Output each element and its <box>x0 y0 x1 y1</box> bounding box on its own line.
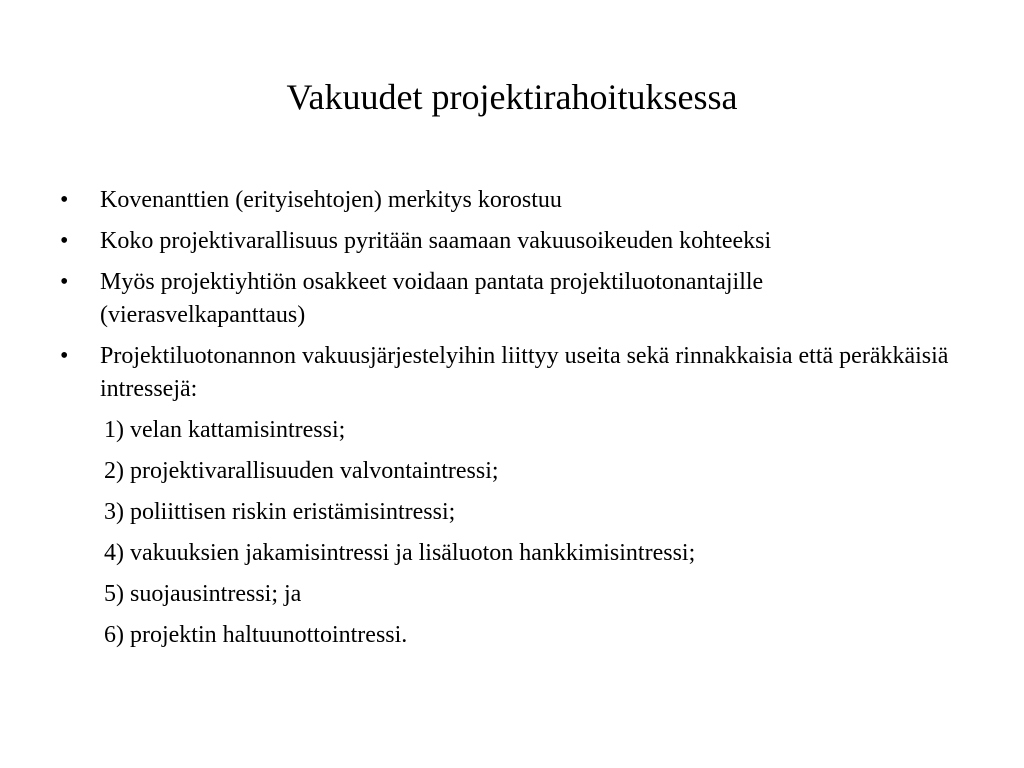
numbered-item: 3) poliittisen riskin eristämisintressi; <box>104 499 456 525</box>
numbered-item: 2) projektivarallisuuden valvontaintressi; <box>104 458 499 484</box>
bullet-icon: • <box>60 187 69 213</box>
bullet-icon: • <box>60 343 69 369</box>
numbered-item: 6) projektin haltuunottointressi. <box>104 622 408 648</box>
bullet-text: Projektiluotonannon vakuusjärjestelyihin liittyy useita sekä rinnakkaisia että peräkkäisiä intressejä: <box>100 343 949 402</box>
bullet-item <box>60 340 960 406</box>
slide-title: Vakuudet projektirahoituksessa <box>286 77 738 117</box>
bullet-item <box>60 184 960 217</box>
numbered-item: 5) suojausintressi; ja <box>104 581 302 607</box>
bullet-item <box>60 225 960 258</box>
bullet-icon: • <box>60 228 69 254</box>
bullet-text: Kovenanttien (erityisehtojen) merkitys korostuu <box>100 187 562 213</box>
bullet-icon: • <box>60 269 69 295</box>
bullet-text: Myös projektiyhtiön osakkeet voidaan pantata projektiluotonantajille (vierasvelkapanttaus) <box>100 269 764 328</box>
numbered-item: 1) velan kattamisintressi; <box>104 417 346 443</box>
numbered-item: 4) vakuuksien jakamisintressi ja lisäluoton hankkimisintressi; <box>104 540 696 566</box>
slide-body <box>60 184 960 660</box>
bullet-text: Koko projektivarallisuus pyritään saamaan vakuusoikeuden kohteeksi <box>100 228 772 254</box>
bullet-item <box>60 266 960 332</box>
